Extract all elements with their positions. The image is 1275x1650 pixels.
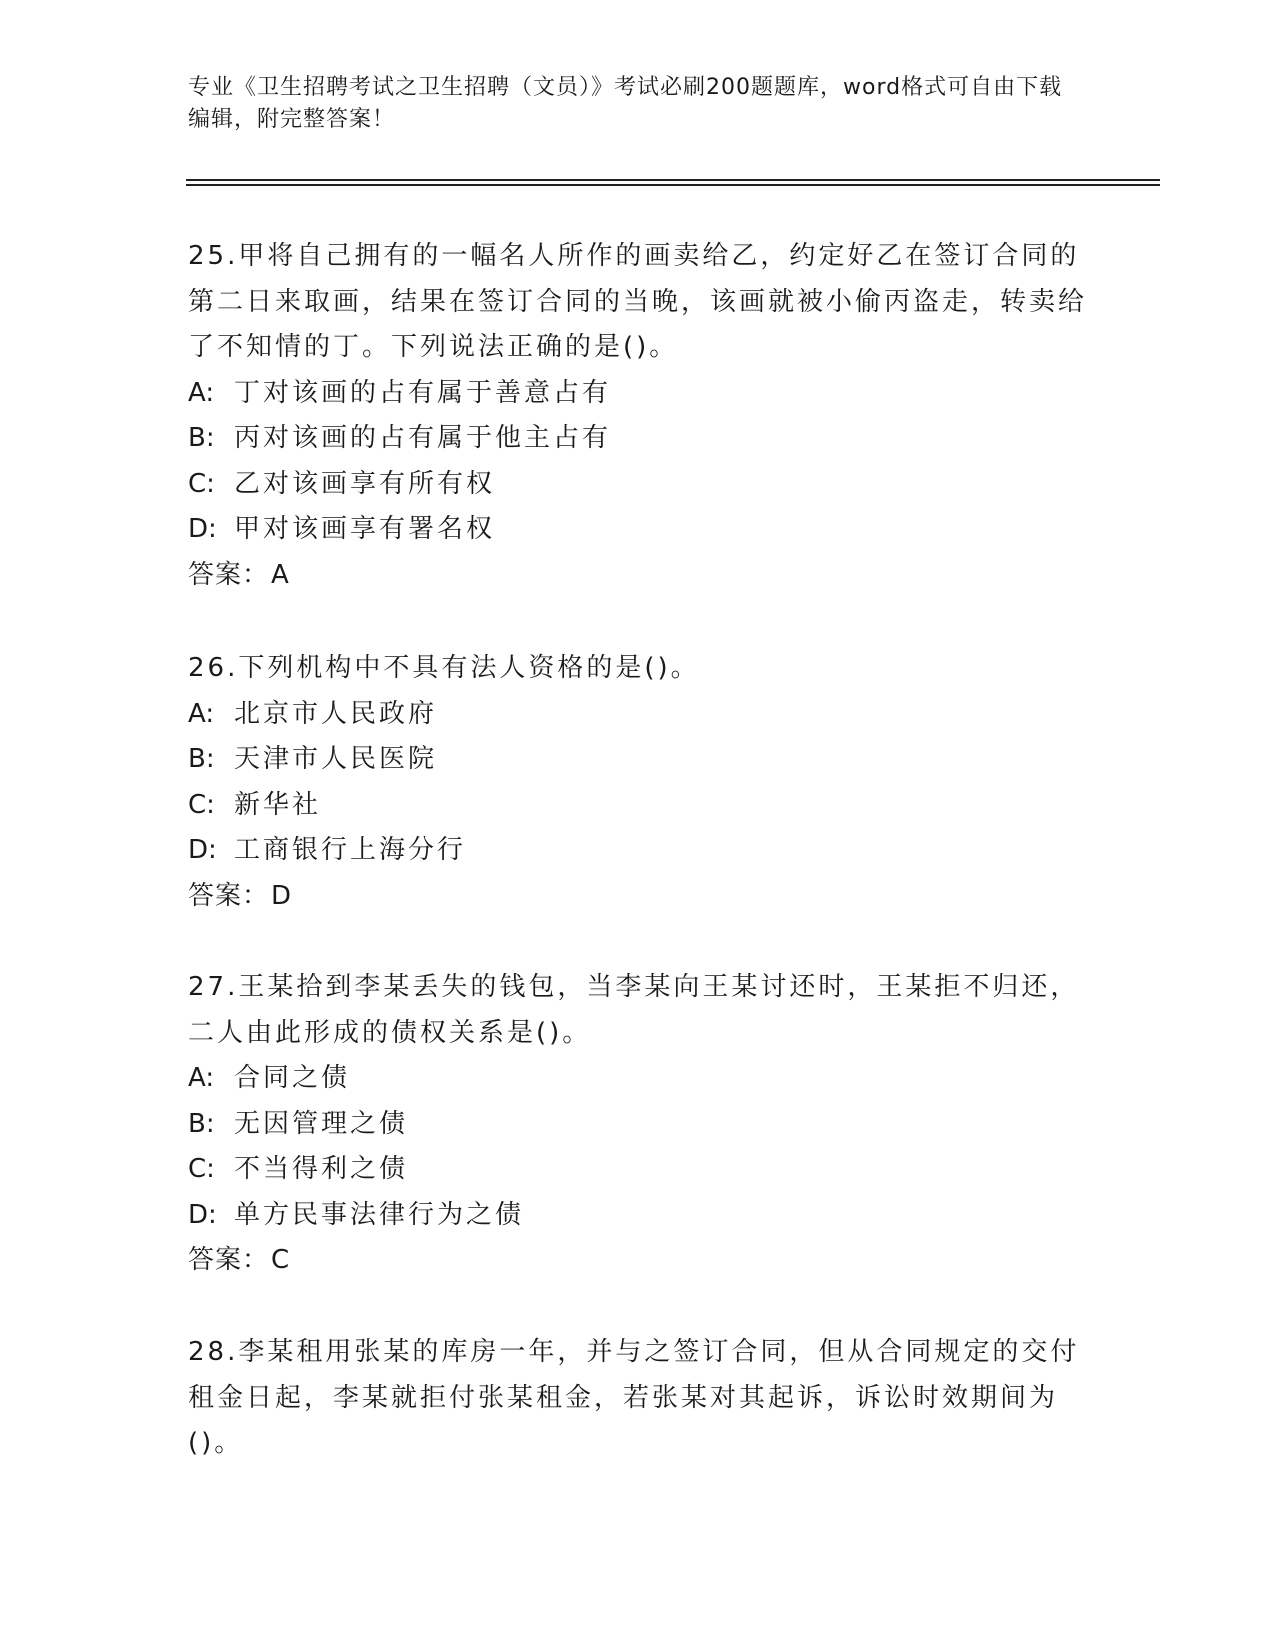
header-divider-bottom: [186, 184, 1160, 186]
question-stem: 25.甲将自己拥有的一幅名人所作的画卖给乙，约定好乙在签订合同的第二日来取画，结果在签订合同的当晚，该画就被小偷丙盗走，转卖给了不知情的丁。下列说法正确的是()。: [188, 241, 1088, 362]
answer-value: C: [271, 1245, 291, 1275]
option-d: [188, 828, 1088, 874]
option-a: [188, 371, 1088, 417]
option-key: B:: [188, 1108, 215, 1139]
question-28: [188, 1330, 1088, 1467]
option-key: D:: [188, 1199, 217, 1230]
option-text: 乙对该画享有所有权: [234, 468, 496, 499]
option-c: [188, 1147, 1088, 1193]
option-text: 天津市人民医院: [234, 744, 438, 774]
answer-label: 答案：: [188, 880, 270, 911]
option-b: [188, 737, 1088, 783]
option-b: [188, 416, 1088, 462]
option-text: 北京市人民政府: [234, 698, 438, 729]
answer-value: D: [271, 880, 293, 911]
question-stem: 26.下列机构中不具有法人资格的是()。: [188, 653, 700, 683]
option-text: 丁对该画的占有属于善意占有: [234, 377, 612, 408]
option-key: B:: [188, 744, 215, 774]
answer-label: 答案：: [188, 559, 270, 590]
option-text: 单方民事法律行为之债: [234, 1199, 525, 1230]
option-key: A:: [188, 698, 215, 729]
option-d: [188, 1193, 1088, 1239]
option-key: C:: [188, 789, 215, 820]
option-text: 工商银行上海分行: [234, 835, 467, 865]
option-key: B:: [188, 423, 215, 453]
answer-label: 答案：: [188, 1245, 270, 1275]
option-text: 无因管理之债: [234, 1108, 409, 1139]
answer-line: [188, 553, 1088, 599]
answer-line: [188, 1238, 1088, 1284]
option-text: 丙对该画的占有属于他主占有: [234, 423, 612, 453]
option-b: [188, 1102, 1088, 1148]
question-25: [188, 234, 1088, 598]
question-stem: 27.王某拾到李某丢失的钱包，当李某向王某讨还时，王某拒不归还，二人由此形成的债权关系是()。: [188, 972, 1080, 1048]
header-divider-top: [186, 179, 1160, 181]
option-c: [188, 783, 1088, 829]
option-d: [188, 507, 1088, 553]
option-a: [188, 692, 1088, 738]
answer-line: [188, 874, 1088, 920]
answer-value: A: [271, 559, 290, 590]
document-header: [188, 72, 1068, 136]
option-key: C:: [188, 468, 215, 499]
option-a: [188, 1056, 1088, 1102]
option-key: A:: [188, 377, 215, 408]
document-title: 专业《卫生招聘考试之卫生招聘（文员）》考试必刷200题题库，word格式可自由下载编辑，附完整答案！: [188, 75, 1063, 132]
option-key: D:: [188, 835, 217, 865]
option-text: 合同之债: [234, 1063, 351, 1093]
option-key: A:: [188, 1063, 215, 1093]
question-stem: 28.李某租用张某的库房一年，并与之签订合同，但从合同规定的交付租金日起，李某就拒付张某租金，若张某对其起诉，诉讼时效期间为()。: [188, 1337, 1080, 1458]
option-key: D:: [188, 514, 217, 544]
question-26: [188, 646, 1088, 919]
option-text: 新华社: [234, 789, 322, 820]
option-text: 不当得利之债: [234, 1154, 409, 1184]
option-key: C:: [188, 1154, 215, 1184]
option-c: [188, 462, 1088, 508]
question-27: [188, 965, 1088, 1284]
option-text: 甲对该画享有署名权: [234, 514, 496, 544]
